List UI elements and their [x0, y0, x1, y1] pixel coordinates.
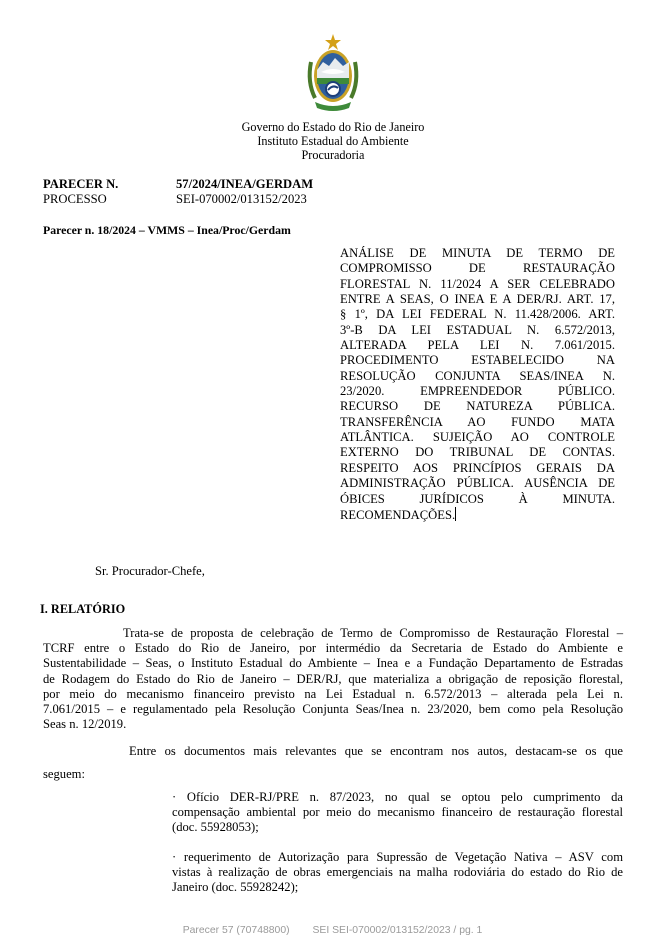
- ementa-line: ENTRE A SEAS, O INEA E A DER/RJ. ART. 17,: [340, 292, 615, 307]
- item-line: vistas à realização de obras emergenciais na malha rodoviária do estado do Rio de: [172, 865, 623, 880]
- footer-page-ref: SEI SEI-070002/013152/2023 / pg. 1: [312, 925, 483, 936]
- paragraph-line: TCRF entre o Estado do Rio de Janeiro, por intermédio da Secretaria de Estado do Ambiente e: [43, 641, 623, 656]
- paragraph-line: Seas n. 12/2019.: [43, 717, 127, 732]
- document-meta: [43, 177, 313, 206]
- paragraph-line: Trata-se de proposta de celebração de Termo de Compromisso de Restauração Florestal –: [123, 626, 623, 640]
- ementa-last-text: RECOMENDAÇÕES.: [340, 507, 456, 522]
- greeting: Sr. Procurador-Chefe,: [95, 564, 205, 578]
- ementa-line: RESOLUÇÃO CONJUNTA SEAS/INEA N.: [340, 368, 615, 383]
- ementa-line: ADMINISTRAÇÃO PÚBLICA. AUSÊNCIA DE: [340, 476, 615, 491]
- document-list-item: [172, 850, 623, 896]
- page-footer: [0, 925, 665, 936]
- header-institute: Instituto Estadual do Ambiente: [257, 134, 409, 149]
- ementa-line: EXTERNO DO TRIBUNAL DE CONTAS.: [340, 445, 615, 460]
- item-line: compensação ambiental por meio do mecanismo financeiro de restauração florestal: [172, 805, 623, 820]
- ementa-line-last[interactable]: [340, 507, 615, 523]
- parecer-row: [43, 177, 313, 192]
- institution-header: [180, 120, 486, 163]
- processo-row: [43, 192, 313, 207]
- ementa-line: 23/2020. EMPREENDEDOR PÚBLICO.: [340, 384, 615, 399]
- ementa-line: PROCEDIMENTO ESTABELECIDO NA: [340, 353, 615, 368]
- header-department: Procuradoria: [301, 148, 365, 163]
- ementa-line: ANÁLISE DE MINUTA DE TERMO DE: [340, 246, 615, 260]
- ementa-line: RESPEITO AOS PRINCÍPIOS GERAIS DA: [340, 460, 615, 475]
- ementa-line: 3º-B DA LEI ESTADUAL N. 6.572/2013,: [340, 322, 615, 337]
- section-heading-relatorio: I. RELATÓRIO: [40, 602, 126, 616]
- ementa-line: RECURSO DE NATUREZA PÚBLICA.: [340, 399, 615, 414]
- coat-of-arms-logo: [301, 32, 365, 116]
- parecer-label: PARECER N.: [43, 177, 119, 191]
- header-government: Governo do Estado do Rio de Janeiro: [241, 120, 425, 134]
- text-cursor: [455, 507, 456, 521]
- ementa-block: [340, 246, 615, 523]
- ementa-line: COMPROMISSO DE RESTAURAÇÃO: [340, 261, 615, 276]
- processo-value: SEI-070002/013152/2023: [176, 191, 307, 206]
- paragraph-line: seguem:: [43, 767, 85, 781]
- processo-label: PROCESSO: [43, 191, 107, 206]
- item-line: Janeiro (doc. 55928242);: [172, 880, 299, 895]
- ementa-line: ALTERADA PELA LEI N. 7.061/2015.: [340, 338, 615, 353]
- paragraph-line: 7.061/2015 – e regulamentado pela Resolução Conjunta Seas/Inea n. 23/2020, bem como pela Resolução: [43, 702, 623, 717]
- ementa-line: § 1º, DA LEI FEDERAL N. 11.428/2006. ART.: [340, 307, 615, 322]
- footer-doc-ref: Parecer 57 (70748800): [182, 925, 290, 936]
- paragraph-line: de Rodagem do Estado do Rio de Janeiro – DER/RJ, que materializa a obrigação de reposição florestal,: [43, 671, 623, 686]
- item-line: · requerimento de Autorização para Supressão de Vegetação Nativa – ASV com: [172, 850, 623, 864]
- ementa-line: ÓBICES JURÍDICOS À MINUTA.: [340, 491, 615, 506]
- relatorio-paragraph-2: [43, 740, 623, 786]
- relatorio-paragraph-1: [43, 626, 623, 732]
- ementa-line: ATLÂNTICA. SUJEIÇÃO AO CONTROLE: [340, 430, 615, 445]
- document-list-item: [172, 790, 623, 836]
- item-line: · Ofício DER-RJ/PRE n. 87/2023, no qual se optou pelo cumprimento da: [172, 790, 623, 804]
- paragraph-line: Entre os documentos mais relevantes que se encontram nos autos, destacam-se os que: [129, 744, 623, 758]
- ementa-line: TRANSFERÊNCIA AO FUNDO MATA: [340, 414, 615, 429]
- item-line: (doc. 55928053);: [172, 820, 259, 835]
- paragraph-line: Sustentabilidade – Seas, o Instituto Estadual do Ambiente – Inea e a Fundação Departamento de Estradas: [43, 656, 623, 671]
- parecer-value: 57/2024/INEA/GERDAM: [176, 177, 314, 191]
- paragraph-line: por meio do mecanismo financeiro previsto na Lei Estadual n. 6.572/2013 – alterada pela Lei n.: [43, 686, 623, 701]
- ementa-line: FLORESTAL N. 11/2024 A SER CELEBRADO: [340, 276, 615, 291]
- parecer-subtitle: Parecer n. 18/2024 – VMMS – Inea/Proc/Gerdam: [43, 223, 291, 237]
